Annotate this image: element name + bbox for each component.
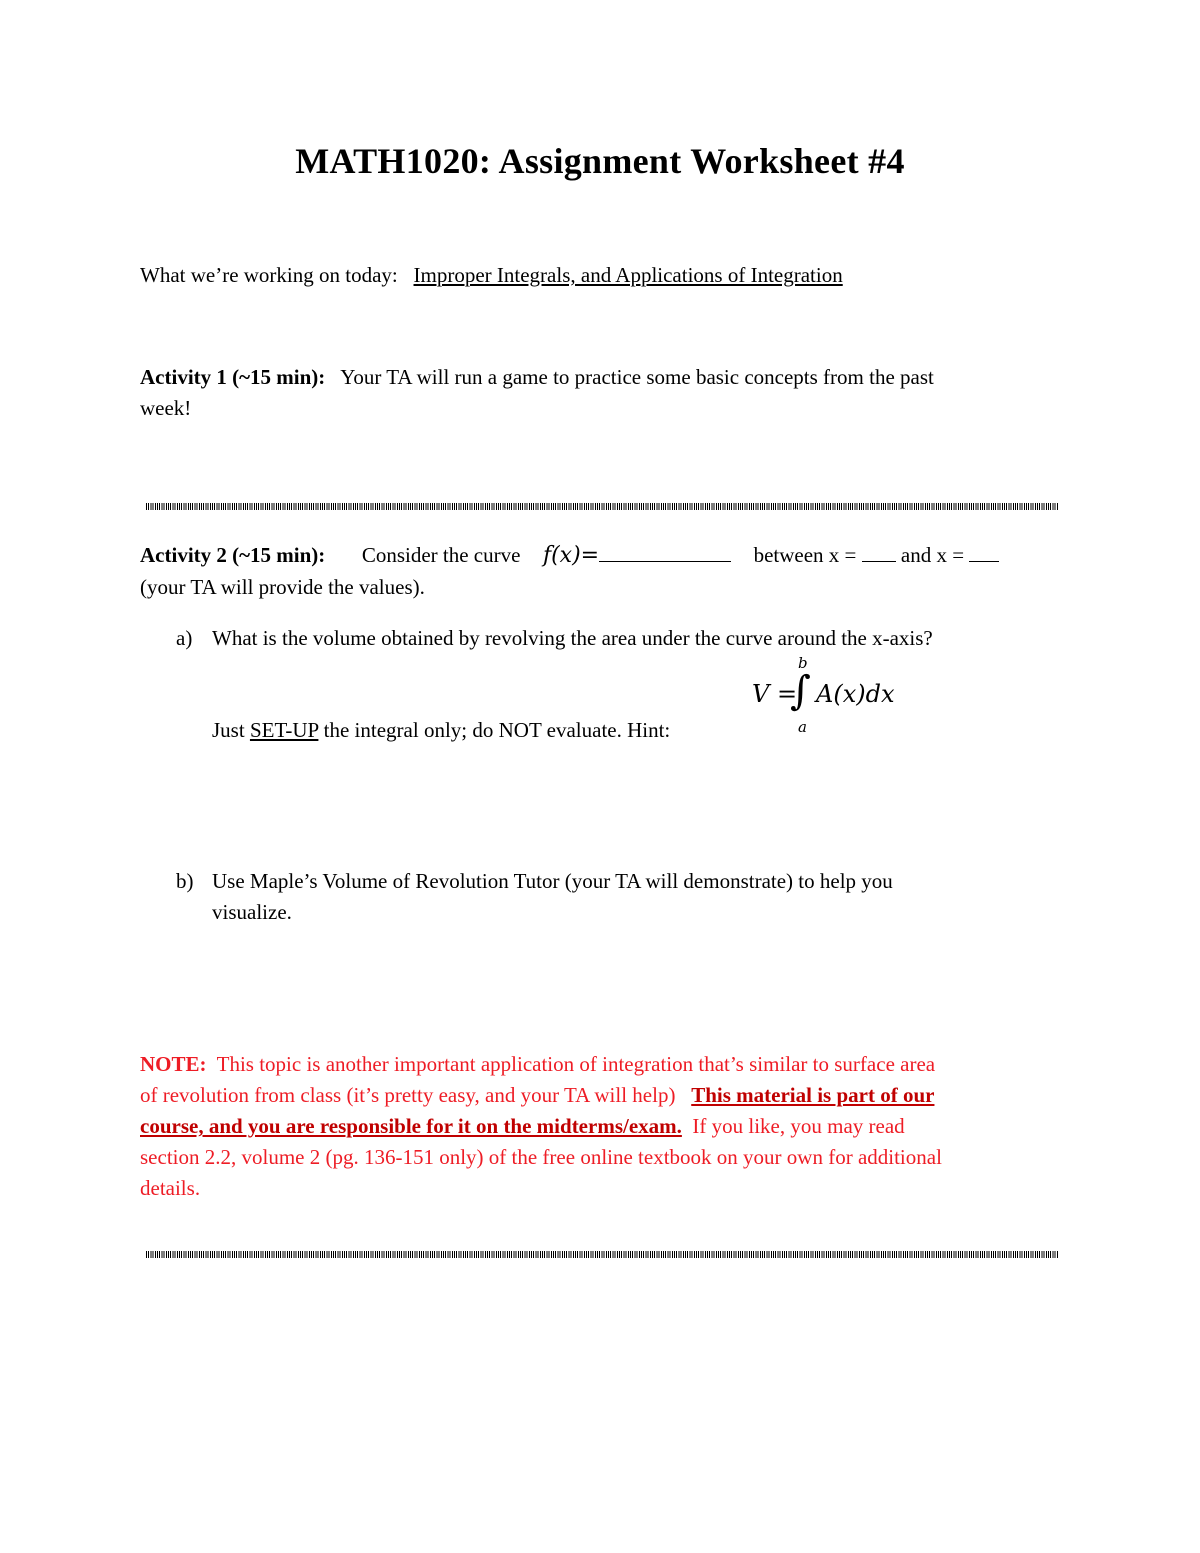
between-label: between x =: [753, 543, 857, 567]
divider: [146, 1251, 1058, 1258]
part-b-line2: visualize.: [212, 900, 292, 924]
part-b-marker: b): [176, 869, 194, 893]
upper-limit: b: [798, 654, 808, 672]
activity-1: [140, 362, 1060, 424]
part-a-marker: a): [176, 626, 193, 650]
lower-bound-blank: [862, 543, 896, 562]
volume-lhs: V =: [752, 680, 798, 708]
activity-1-line1: Your TA will run a game to practice some basic concepts from the past: [340, 365, 934, 389]
activity-2-consider: Consider the curve: [361, 543, 521, 567]
note-line4: section 2.2, volume 2 (pg. 136-151 only) of the free online textbook on your own for additional: [140, 1145, 942, 1169]
topic-line: [140, 260, 843, 291]
note-emphasis-1: This material is part of our: [691, 1083, 935, 1107]
activity-2-note: (your TA will provide the values).: [140, 575, 425, 599]
note-line5: details.: [140, 1176, 201, 1200]
topic-prefix: What we’re working on today:: [140, 263, 398, 287]
setup-prefix: Just: [212, 718, 245, 742]
note-label: NOTE:: [140, 1052, 207, 1076]
function-blank: [599, 543, 731, 562]
activity-1-label: Activity 1 (~15 min):: [140, 365, 326, 389]
integrand: A(x)dx: [816, 680, 895, 708]
divider: [146, 503, 1058, 510]
setup-instruction: [212, 715, 670, 746]
part-a-question: What is the volume obtained by revolving the area under the curve around the x-axis?: [212, 626, 933, 650]
note-line1: This topic is another important application of integration that’s similar to surface area: [216, 1052, 936, 1076]
topic-value: Improper Integrals, and Applications of Integration: [413, 263, 843, 287]
part-b-line1: Use Maple’s Volume of Revolution Tutor (your TA will demonstrate) to help you: [212, 869, 893, 893]
note-block: [140, 1049, 1070, 1204]
note-emphasis-2: course, and you are responsible for it on the midterms/exam.: [140, 1114, 682, 1138]
upper-bound-blank: [969, 543, 999, 562]
note-line3: If you like, you may read: [692, 1114, 905, 1138]
activity-1-line2: week!: [140, 396, 192, 420]
lower-limit: a: [798, 718, 807, 736]
integral-sign: ∫: [790, 668, 811, 714]
function-label: f(x)=: [542, 543, 600, 568]
and-label: and x =: [900, 543, 965, 567]
page-title: MATH1020: Assignment Worksheet #4: [295, 141, 905, 181]
activity-2-label: Activity 2 (~15 min):: [140, 543, 326, 567]
volume-formula: [752, 652, 912, 742]
part-b-question: [212, 866, 1072, 928]
note-line2: of revolution from class (it’s pretty easy, and your TA will help): [140, 1083, 676, 1107]
activity-2-header: [140, 540, 1065, 571]
setup-suffix: the integral only; do NOT evaluate. Hint:: [323, 718, 671, 742]
setup-emphasis: SET-UP: [249, 718, 319, 742]
